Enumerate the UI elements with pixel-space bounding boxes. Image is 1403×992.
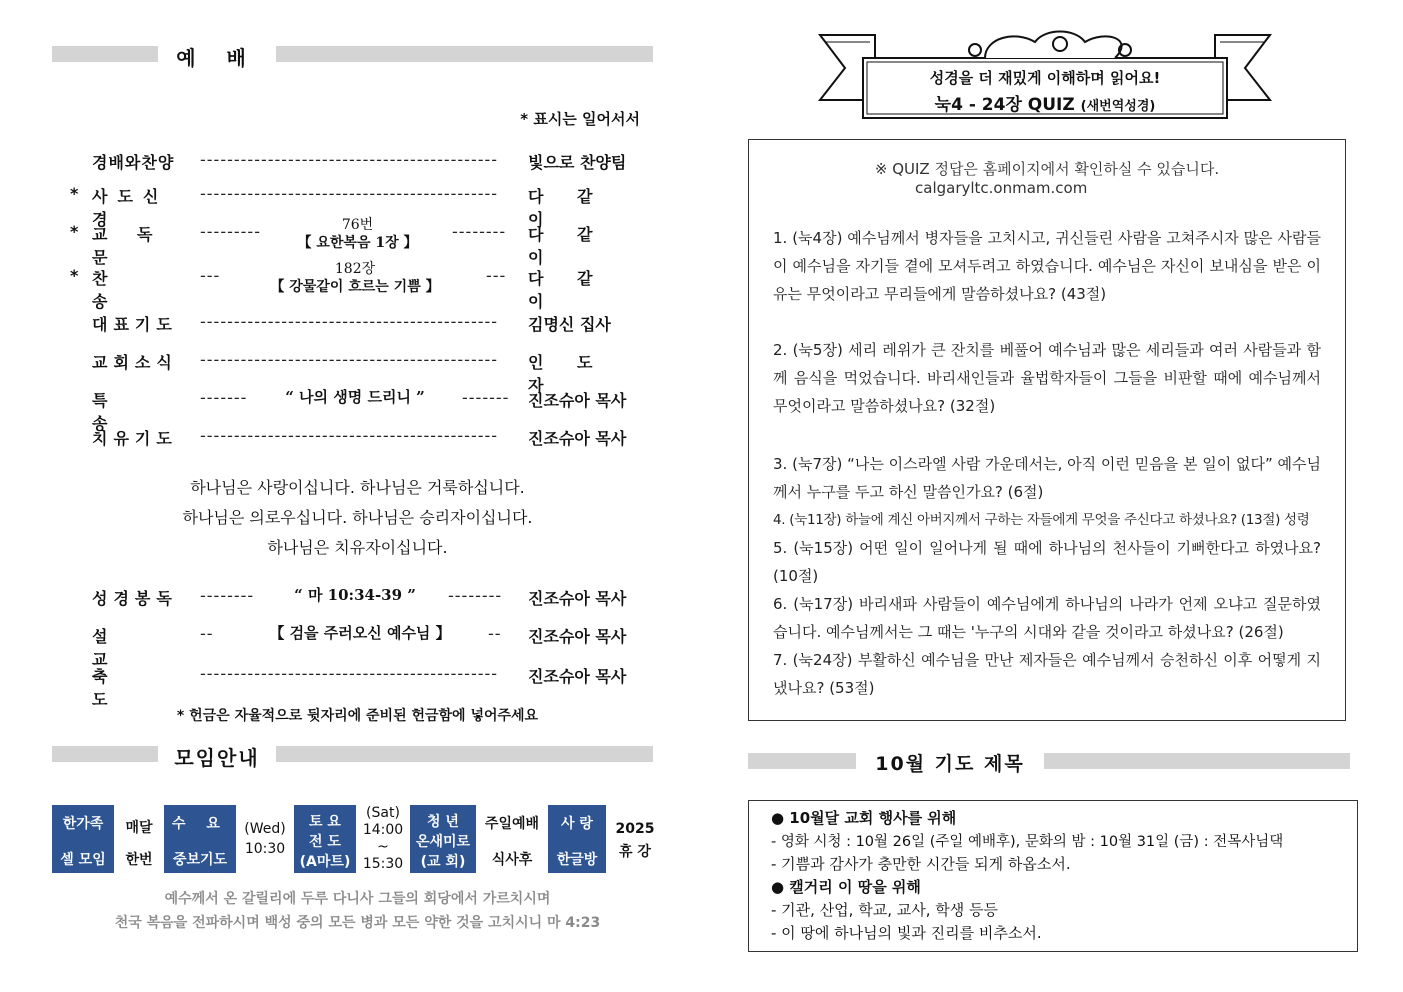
quiz-question: 5. (눅15장) 어떤 일이 일어나게 될 때에 하나님의 천사들이 기뻐한다고 하였나요? (10절): [773, 539, 1321, 585]
quiz-question: 4. (눅11장) 하늘에 계신 아버지께서 구하는 자들에게 무엇을 주신다고 하셨나요? (13절) 성령: [773, 512, 1310, 528]
quiz-question: 7. (눅24장) 부활하신 예수님을 만난 제자들은 예수님께서 승천하신 이후 어떻게 지냈나요? (53절): [773, 651, 1321, 697]
leader-dots: -------: [200, 388, 248, 407]
order-label: 축 도: [92, 667, 150, 709]
order-row: [70, 582, 645, 612]
offering-note: * 헌금은 자율적으로 뒷자리에 준비된 헌금함에 넣어주세요: [176, 708, 539, 724]
leader-dots: --------------------------------------------: [200, 664, 499, 683]
prayer-heading: ● 10월달 교회 행사를 위해: [771, 809, 957, 827]
order-row: [70, 346, 645, 395]
order-title: “ 나의 생명 드리니 ”: [285, 388, 425, 406]
quiz-question: 2. (눅5장) 세리 레위가 큰 잔치를 베풀어 예수님과 많은 세리들과 여러 사람들과 함께 음식을 먹었습니다. 바리새인들과 율법학자들이 그들을 비판할 때에 예수님께서 무엇이라고 말씀하셨나요? (32절): [773, 341, 1321, 415]
order-label: 경배와찬양: [92, 153, 175, 172]
order-row: * 사도신경 -------------------------------------------- 다 같 이: [70, 180, 645, 210]
leader-dots: --------------------------------------------: [200, 184, 499, 203]
meeting-cell: 한가족 셀 모임: [52, 805, 114, 873]
leader-dots: --------: [448, 586, 503, 605]
order-row: [70, 146, 645, 176]
meeting-cell: 사 랑 한글방: [548, 805, 606, 873]
order-leader: 진조슈아 목사: [528, 667, 627, 686]
order-title: 【 강물같이 흐르는 기쁨 】: [270, 279, 440, 295]
meeting-cell: (Sat) 14:00 ~ 15:30: [362, 805, 404, 872]
order-label: 대표기도: [92, 315, 178, 334]
leader-dots: -------: [462, 388, 510, 407]
order-row: [70, 660, 645, 709]
order-label: 설 교: [92, 627, 150, 669]
leader-dots: --: [488, 624, 502, 643]
quiz-box: [748, 139, 1346, 721]
leader-dots: --------------------------------------------: [200, 312, 499, 331]
meeting-cell: 토 요 전 도 (A마트): [294, 805, 356, 873]
order-number: 76번: [341, 217, 374, 233]
order-label: 찬 송: [92, 269, 150, 311]
leader-dots: --------------------------------------------: [200, 426, 499, 445]
stand-note: * 표시는 일어서서: [520, 110, 640, 128]
leader-dots: --: [200, 624, 214, 643]
order-leader: 진조슈아 목사: [528, 391, 627, 410]
quiz-question: 1. (눅4장) 예수님께서 병자들을 고치시고, 귀신들린 사람을 고쳐주시자 많은 사람들이 예수님을 자기들 곁에 모셔두려고 하였습니다. 예수님은 자신이 보내심을 받은 이유는 무엇이라고 무리들에게 말씀하셨나요? (43절): [773, 229, 1321, 303]
quiz-banner-line2: 눅4 - 24장 QUIZ (새번역성경): [934, 95, 1156, 115]
order-row: [70, 620, 645, 669]
leader-dots: ---: [200, 266, 221, 285]
order-title: 【 요한복음 1장 】: [297, 235, 418, 251]
order-label: 성경봉독: [92, 589, 178, 608]
section-bar-left: [52, 746, 158, 762]
order-row: [70, 384, 645, 433]
order-leader: 빛으로 찬양팀: [528, 153, 627, 172]
order-label: 교 독 문: [92, 225, 165, 267]
prayer-heading: ● 캘거리 이 땅을 위해: [771, 878, 921, 896]
verse-line: 천국 복음을 전파하시며 백성 중의 모든 병과 모든 약한 것을 고치시니 마 4:23: [114, 915, 601, 931]
verse-line: 예수께서 온 갈릴리에 두루 다니사 그들의 회당에서 가르치시며: [164, 891, 551, 907]
section-bar-left: [748, 753, 856, 769]
order-title: 【 검을 주러오신 예수님 】: [269, 624, 451, 642]
order-label: 사도신경: [92, 187, 169, 229]
prayer-box: [748, 800, 1358, 952]
quiz-question: 6. (눅17장) 바리새파 사람들이 예수님에게 하나님의 나라가 언제 오냐고 질문하였습니다. 예수님께서는 그 때는 '누구의 시대와 같을 것이라고 하셨나요? (26절): [773, 595, 1321, 641]
order-leader: 김명신 집사: [528, 315, 611, 334]
order-leader: 진조슈아 목사: [528, 429, 627, 448]
section-bar-left: [52, 46, 158, 62]
leader-dots: --------------------------------------------: [200, 150, 499, 169]
meetings-title: 모임안내: [174, 746, 260, 770]
worship-title: 예 배: [176, 46, 258, 70]
order-label: 치유기도: [92, 429, 178, 448]
meeting-cell: 수 요 중보기도: [164, 805, 236, 873]
order-row: * 찬 송 --- 182장 【 강물같이 흐르는 기쁨 】 --- 다 같 이: [70, 258, 645, 298]
meeting-cell: 2025 휴 강: [615, 821, 655, 860]
prayer-item: - 기관, 산업, 학교, 교사, 학생 등등: [771, 901, 998, 919]
order-title: “ 마 10:34-39 ”: [294, 586, 416, 604]
meeting-cell: (Wed) 10:30: [244, 821, 286, 857]
meeting-cell: 매달 한번: [125, 820, 153, 868]
prayer-title: 10월 기도 제목: [875, 753, 1025, 775]
leader-dots: --------------------------------------------: [200, 350, 499, 369]
section-bar-right: [1044, 753, 1350, 769]
meeting-cell: 주일예배 식사후: [484, 816, 540, 868]
creed-line: 하나님은 치유자이십니다.: [267, 538, 448, 557]
creed-line: 하나님은 사랑이십니다. 하나님은 거룩하십니다.: [190, 478, 525, 497]
order-row: [70, 422, 645, 452]
prayer-item: - 이 땅에 하나님의 빛과 진리를 비추소서.: [771, 924, 1042, 942]
quiz-banner-line1: 성경을 더 재밌게 이해하며 읽어요!: [929, 69, 1161, 87]
order-row: * 교 독 문 --------- 76번 【 요한복음 1장 】 -------- 다 같 이: [70, 214, 645, 254]
prayer-item: - 영화 시청 : 10월 26일 (주일 예배후), 문화의 밤 : 10월 31일 (금) : 전목사님댁: [771, 834, 1284, 850]
order-leader: 다 같 이: [528, 187, 607, 229]
quiz-site: calgaryltc.onmam.com: [915, 179, 1088, 197]
order-leader: 인 도 자: [528, 353, 607, 395]
order-leader: 진조슈아 목사: [528, 627, 627, 646]
order-label: 교회소식: [92, 353, 178, 372]
order-leader: 다 같 이: [528, 269, 607, 311]
order-row: [70, 308, 645, 338]
order-label: 특 송: [92, 391, 150, 433]
order-leader: 다 같 이: [528, 225, 607, 267]
prayer-item: - 기쁨과 감사가 충만한 시간들 되게 하옵소서.: [771, 855, 1071, 873]
leader-dots: --------: [200, 586, 255, 605]
order-leader: 진조슈아 목사: [528, 589, 627, 608]
meeting-cell: 청 년 온새미로 (교 회): [410, 805, 476, 873]
section-bar-right: [276, 46, 653, 62]
leader-dots: ---------: [200, 222, 261, 241]
section-bar-right: [276, 746, 653, 762]
quiz-answer-note: ※ QUIZ 정답은 홈페이지에서 확인하실 수 있습니다.: [874, 160, 1220, 178]
creed-line: 하나님은 의로우십니다. 하나님은 승리자이십니다.: [182, 508, 533, 527]
order-number: 182장: [334, 261, 376, 277]
leader-dots: ---: [486, 266, 507, 285]
quiz-question: 3. (눅7장) “나는 이스라엘 사람 가운데서는, 아직 이런 믿음을 본 일이 없다” 예수님께서 누구를 두고 하신 말씀인가요? (6절): [773, 455, 1321, 501]
leader-dots: --------: [452, 222, 507, 241]
